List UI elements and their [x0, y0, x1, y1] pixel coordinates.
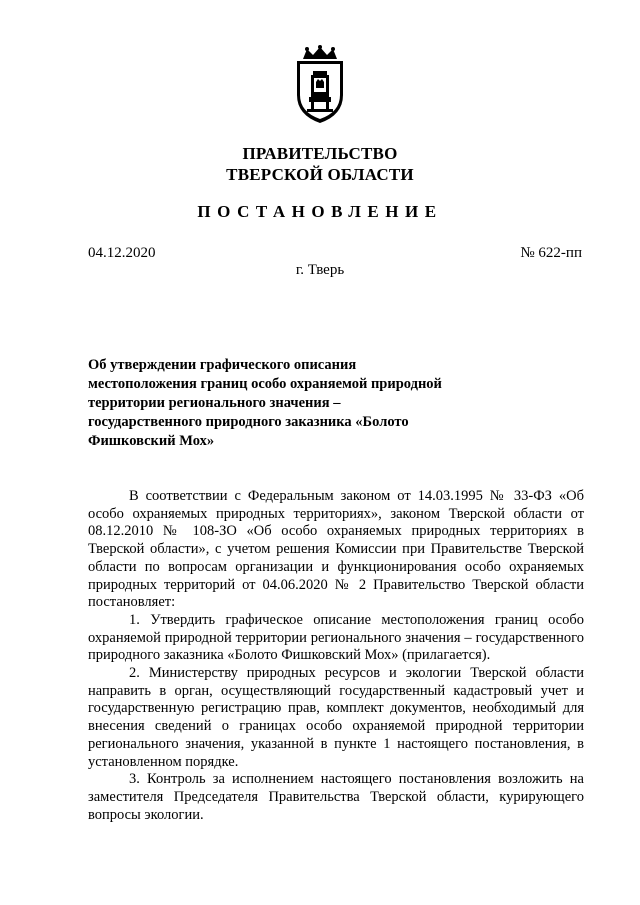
- preamble-paragraph: В соответствии с Федеральным законом от 14.03.1995 № 33-ФЗ «Об особо охраняемых природных территориях», законом Тверской области от 08.12.2010 № 108-ЗО «Об особо охраняемых природных территориях в Тверской области», с учетом решения Комиссии при Правительстве Тверской области по вопросам организации и функционирования особо охраняемых природных территорий от 04.06.2020 № 2 Правительство Тверской области постановляет:: [88, 488, 584, 611]
- document-date: 04.12.2020: [88, 245, 156, 261]
- document-title: Об утверждении графического описания местоположения границ особо охраняемой природной территории регионального значения – государственного природного заказника «Болото Фишковский Мох»: [88, 357, 442, 449]
- item-2-paragraph: 2. Министерству природных ресурсов и экологии Тверской области направить в орган, осуществляющий государственный кадастровый учет и государственную регистрацию прав, комплект документов, необходимый для внесения сведений о границах особо охраняемой природной территории регионального значения, указанной в пункте 1 настоящего постановления, в установленном порядке.: [88, 665, 584, 770]
- city-line: г. Тверь: [295, 262, 345, 278]
- tver-coat-of-arms-icon: [289, 45, 351, 125]
- item-3-paragraph: 3. Контроль за исполнением настоящего постановления возложить на заместителя Председателя Правительства Тверской области, курирующего вопросы экологии.: [88, 771, 584, 823]
- government-name-line1: ПРАВИТЕЛЬСТВО: [242, 144, 398, 163]
- item-1-paragraph: 1. Утвердить графическое описание местоположения границ особо охраняемой природной территории регионального значения – государственного природного заказника «Болото Фишковский Мох» (прилагается).: [88, 611, 584, 664]
- document-body: [88, 488, 584, 824]
- document-type-heading: ПОСТАНОВЛЕНИЕ: [197, 202, 443, 221]
- government-name-line2: ТВЕРСКОЙ ОБЛАСТИ: [226, 165, 414, 184]
- document-number: № 622-пп: [520, 245, 582, 261]
